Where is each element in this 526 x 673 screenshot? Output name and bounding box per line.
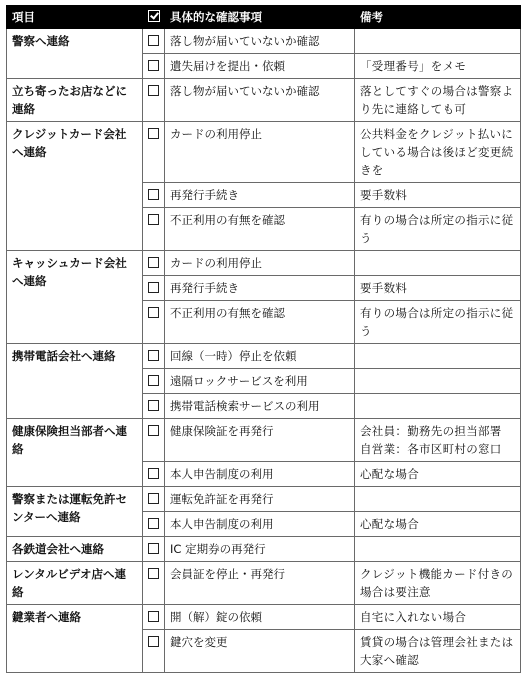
- category-cell: 鍵業者へ連絡: [7, 605, 143, 673]
- checkbox-icon[interactable]: [148, 636, 159, 647]
- item-cell: 健康保険証を再発行: [165, 419, 355, 462]
- header-check: [143, 6, 165, 29]
- table-row: [7, 122, 521, 183]
- note-cell: [355, 369, 521, 394]
- note-cell: [355, 344, 521, 369]
- note-cell: 心配な場合: [355, 462, 521, 487]
- note-cell: 要手数料: [355, 183, 521, 208]
- item-cell: 携帯電話検索サービスの利用: [165, 394, 355, 419]
- note-cell: 「受理番号」をメモ: [355, 54, 521, 79]
- table-row: [7, 562, 521, 605]
- note-cell: 賃貸の場合は管理会社または大家へ確認: [355, 630, 521, 673]
- item-cell: 回線（一時）停止を依頼: [165, 344, 355, 369]
- checkbox-icon[interactable]: [148, 214, 159, 225]
- checkbox-icon[interactable]: [148, 85, 159, 96]
- header-item: 具体的な確認事項: [165, 6, 355, 29]
- note-cell: クレジット機能カード付きの場合は要注意: [355, 562, 521, 605]
- table-row: [7, 537, 521, 562]
- checkbox-icon[interactable]: [148, 425, 159, 436]
- item-cell: 開（解）錠の依頼: [165, 605, 355, 630]
- checkbox-icon[interactable]: [148, 35, 159, 46]
- note-cell: 会社員：勤務先の担当部署 自営業：各市区町村の窓口: [355, 419, 521, 462]
- header-note: 備考: [355, 6, 521, 29]
- note-cell: [355, 251, 521, 276]
- category-cell: レンタルビデオ店へ連絡: [7, 562, 143, 605]
- checkbox-icon[interactable]: [148, 518, 159, 529]
- checkbox-icon[interactable]: [148, 568, 159, 579]
- category-cell: 警察または運転免許センターへ連絡: [7, 487, 143, 537]
- item-cell: 会員証を停止・再発行: [165, 562, 355, 605]
- checkbox-icon[interactable]: [148, 307, 159, 318]
- category-cell: 携帯電話会社へ連絡: [7, 344, 143, 419]
- note-cell: [355, 487, 521, 512]
- checkbox-cell[interactable]: [143, 54, 165, 79]
- note-cell: 公共料金をクレジット払いにしている場合は後ほど変更続きを: [355, 122, 521, 183]
- checkbox-cell[interactable]: [143, 344, 165, 369]
- checkbox-icon[interactable]: [148, 468, 159, 479]
- note-cell: 要手数料: [355, 276, 521, 301]
- checkbox-icon[interactable]: [148, 282, 159, 293]
- table-row: [7, 344, 521, 369]
- checkbox-cell[interactable]: [143, 462, 165, 487]
- checked-box-icon: [148, 10, 160, 22]
- item-cell: 不正利用の有無を確認: [165, 301, 355, 344]
- checkbox-icon[interactable]: [148, 543, 159, 554]
- checkbox-cell[interactable]: [143, 537, 165, 562]
- checkbox-cell[interactable]: [143, 208, 165, 251]
- category-cell: 立ち寄ったお店などに連絡: [7, 79, 143, 122]
- item-cell: カードの利用停止: [165, 251, 355, 276]
- note-cell: 自宅に入れない場合: [355, 605, 521, 630]
- table-row: [7, 487, 521, 512]
- checkbox-cell[interactable]: [143, 369, 165, 394]
- checkbox-cell[interactable]: [143, 487, 165, 512]
- item-cell: 遠隔ロックサービスを利用: [165, 369, 355, 394]
- note-cell: [355, 394, 521, 419]
- lost-item-checklist-table: [6, 5, 521, 673]
- checkbox-icon[interactable]: [148, 60, 159, 71]
- header-category: 項目: [7, 6, 143, 29]
- item-cell: 鍵穴を変更: [165, 630, 355, 673]
- category-cell: クレジットカード会社へ連絡: [7, 122, 143, 251]
- checkbox-cell[interactable]: [143, 605, 165, 630]
- checkbox-cell[interactable]: [143, 251, 165, 276]
- table-row: [7, 605, 521, 630]
- item-cell: 落し物が届いていないか確認: [165, 29, 355, 54]
- checkbox-cell[interactable]: [143, 630, 165, 673]
- checkbox-icon[interactable]: [148, 350, 159, 361]
- item-cell: 落し物が届いていないか確認: [165, 79, 355, 122]
- item-cell: IC 定期券の再発行: [165, 537, 355, 562]
- table-header: [7, 6, 521, 29]
- category-cell: 健康保険担当部者へ連絡: [7, 419, 143, 487]
- checkbox-icon[interactable]: [148, 400, 159, 411]
- item-cell: 不正利用の有無を確認: [165, 208, 355, 251]
- note-cell: 落としてすぐの場合は警察より先に連絡しても可: [355, 79, 521, 122]
- item-cell: 運転免許証を再発行: [165, 487, 355, 512]
- category-cell: 警察へ連絡: [7, 29, 143, 79]
- checkbox-cell[interactable]: [143, 562, 165, 605]
- checkbox-icon[interactable]: [148, 611, 159, 622]
- category-cell: キャッシュカード会社へ連絡: [7, 251, 143, 344]
- item-cell: 再発行手続き: [165, 183, 355, 208]
- item-cell: 本人申告制度の利用: [165, 462, 355, 487]
- checkbox-cell[interactable]: [143, 29, 165, 54]
- item-cell: 本人申告制度の利用: [165, 512, 355, 537]
- table-row: [7, 29, 521, 54]
- checkbox-icon[interactable]: [148, 128, 159, 139]
- category-cell: 各鉄道会社へ連絡: [7, 537, 143, 562]
- checkbox-cell[interactable]: [143, 276, 165, 301]
- checkbox-cell[interactable]: [143, 122, 165, 183]
- item-cell: カードの利用停止: [165, 122, 355, 183]
- checkbox-cell[interactable]: [143, 301, 165, 344]
- note-cell: [355, 537, 521, 562]
- header-row: [7, 6, 521, 29]
- checkbox-icon[interactable]: [148, 493, 159, 504]
- table-row: [7, 419, 521, 462]
- checkbox-icon[interactable]: [148, 375, 159, 386]
- checkbox-cell[interactable]: [143, 183, 165, 208]
- note-cell: [355, 29, 521, 54]
- item-cell: 再発行手続き: [165, 276, 355, 301]
- note-cell: 有りの場合は所定の指示に従う: [355, 208, 521, 251]
- checkbox-cell[interactable]: [143, 419, 165, 462]
- note-cell: 有りの場合は所定の指示に従う: [355, 301, 521, 344]
- note-cell: 心配な場合: [355, 512, 521, 537]
- checkbox-cell[interactable]: [143, 512, 165, 537]
- checkbox-cell[interactable]: [143, 79, 165, 122]
- table-row: [7, 251, 521, 276]
- table-body: [7, 29, 521, 673]
- checkbox-icon[interactable]: [148, 189, 159, 200]
- item-cell: 遺失届けを提出・依頼: [165, 54, 355, 79]
- checkbox-icon[interactable]: [148, 257, 159, 268]
- checkbox-cell[interactable]: [143, 394, 165, 419]
- table-row: [7, 79, 521, 122]
